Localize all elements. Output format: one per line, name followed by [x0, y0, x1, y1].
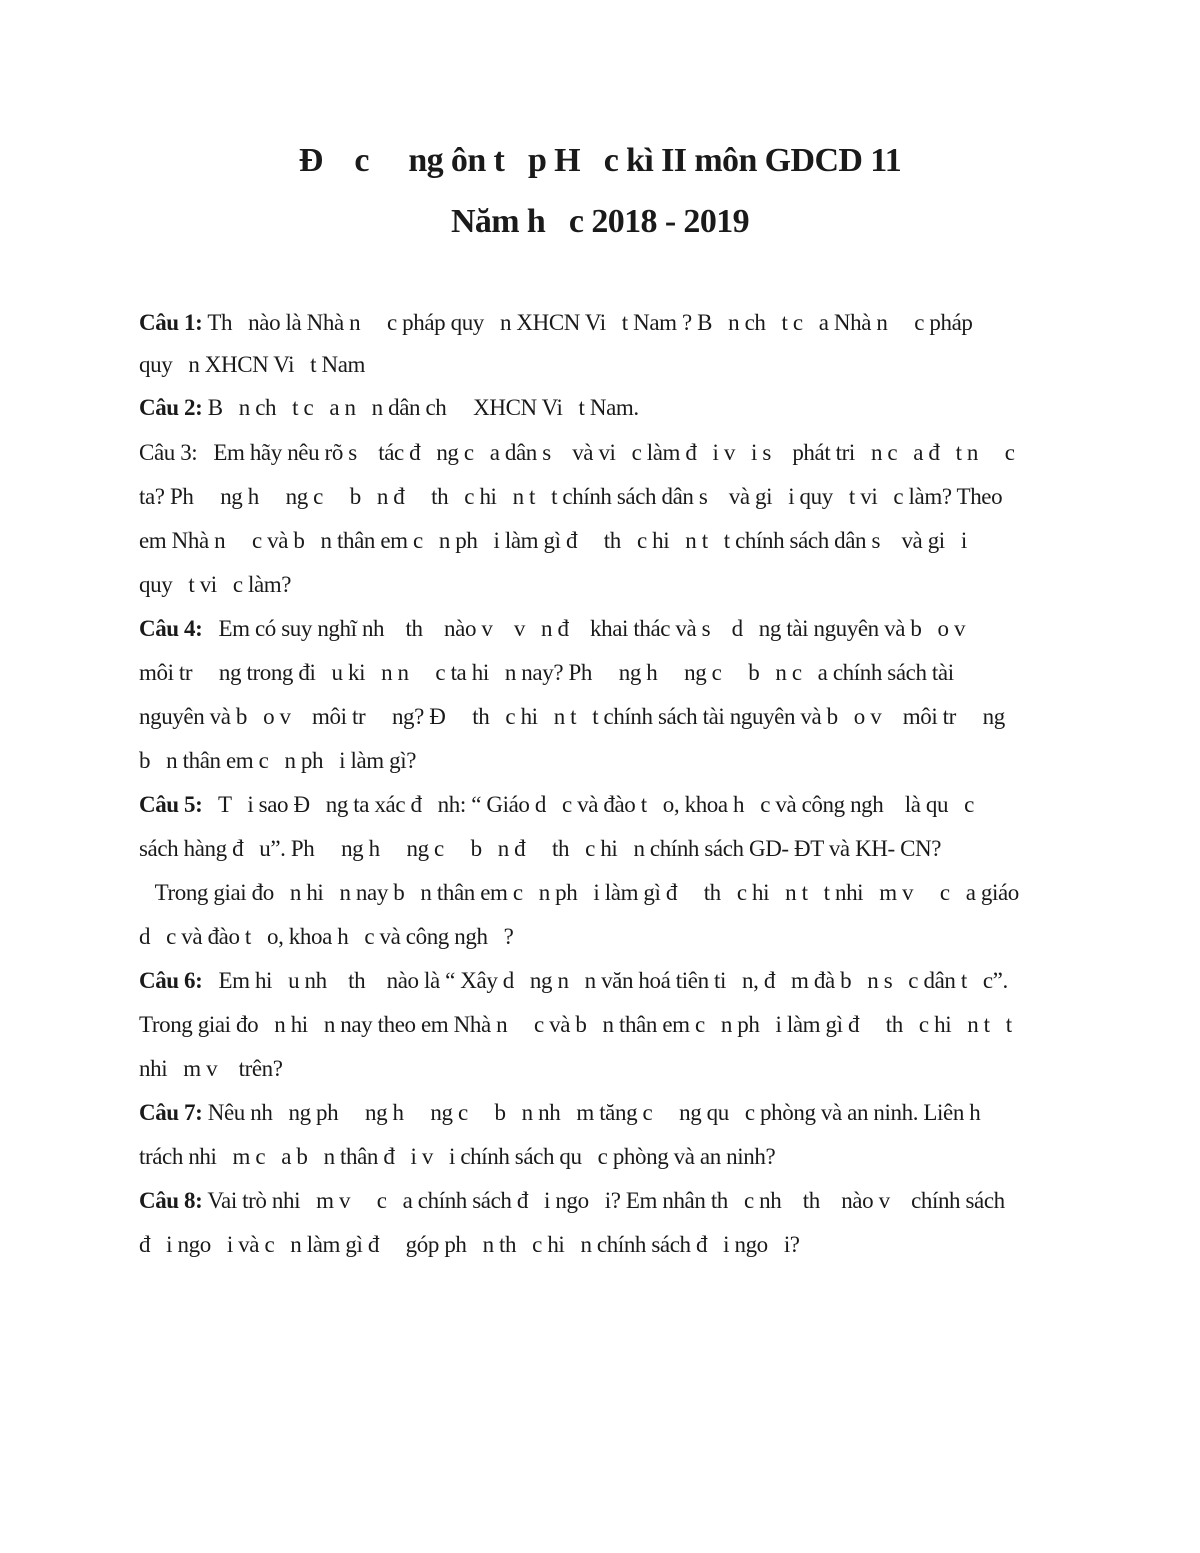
question-6-line-1	[139, 964, 1064, 998]
question-8-text: Vai trò nhi m v c a chính sách đ i ngo i? Em nhân th c nh th nào v chính sách	[202, 1188, 1005, 1213]
question-2-line-1	[139, 391, 1064, 425]
question-1-line-2: quy n XHCN Vi t Nam	[139, 352, 366, 377]
question-3-line-3: em Nhà n c và b n thân em c n ph i làm gì đ th c hi n t t chính sách dân s và gi i	[139, 528, 967, 553]
question-7-text: Nêu nh ng ph ng h ng c b n nh m tăng c ng qu c phòng và an ninh. Liên h	[202, 1100, 981, 1125]
question-1-line-1	[139, 306, 1064, 340]
question-6-line-2: Trong giai đo n hi n nay theo em Nhà n c và b n thân em c n ph i làm gì đ th c hi n t t	[139, 1012, 1012, 1037]
question-6-label: Câu 6:	[139, 968, 203, 993]
question-3-line-1	[139, 436, 1064, 470]
question-4-line-2: môi tr ng trong đi u ki n n c ta hi n nay? Ph ng h ng c b n c a chính sách tài	[139, 660, 954, 685]
question-5-line-1	[139, 788, 1064, 822]
question-4-text: Em có suy nghĩ nh th nào v v n đ khai thác và s d ng tài nguyên và b o v	[202, 616, 966, 641]
question-5-text: T i sao Đ ng ta xác đ nh: “ Giáo d c và đào t o, khoa h c và công ngh là qu c	[202, 792, 974, 817]
question-7-label: Câu 7:	[139, 1100, 203, 1125]
question-4-label: Câu 4:	[139, 616, 203, 641]
question-2-label: Câu 2:	[139, 395, 203, 420]
question-4-line-3: nguyên và b o v môi tr ng? Đ th c hi n t t chính sách tài nguyên và b o v môi tr ng	[139, 704, 1005, 729]
question-8-line-1	[139, 1184, 1064, 1218]
question-7-line-1	[139, 1096, 1064, 1130]
question-8-label: Câu 8:	[139, 1188, 203, 1213]
question-3-label: Câu 3:	[139, 440, 198, 465]
question-1-label: Câu 1:	[139, 310, 203, 335]
question-4-line-1	[139, 612, 1064, 646]
document-title: Đ c ng ôn t p H c kì II môn GDCD 11	[298, 142, 902, 179]
question-5-label: Câu 5:	[139, 792, 203, 817]
question-7-line-2: trách nhi m c a b n thân đ i v i chính sách qu c phòng và an ninh?	[139, 1144, 776, 1169]
question-5-line-3: Trong giai đo n hi n nay b n thân em c n ph i làm gì đ th c hi n t t nhi m v c a giáo	[139, 880, 1019, 905]
question-2-text: B n ch t c a n n dân ch XHCN Vi t Nam.	[202, 395, 639, 420]
question-5-line-2: sách hàng đ u”. Ph ng h ng c b n đ th c hi n chính sách GD- ĐT và KH- CN?	[139, 836, 942, 861]
question-5-line-4: d c và đào t o, khoa h c và công ngh ?	[139, 924, 514, 949]
question-4-line-4: b n thân em c n ph i làm gì?	[139, 748, 417, 773]
question-3-line-2: ta? Ph ng h ng c b n đ th c hi n t t chính sách dân s và gi i quy t vi c làm? Theo	[139, 484, 1003, 509]
question-6-line-3: nhi m v trên?	[139, 1056, 283, 1081]
document-subtitle-school-year: Năm h c 2018 - 2019	[450, 203, 750, 240]
question-8-line-2: đ i ngo i và c n làm gì đ góp ph n th c hi n chính sách đ i ngo i?	[139, 1232, 800, 1257]
question-3-text: Em hãy nêu rõ s tác đ ng c a dân s và vi c làm đ i v i s phát tri n c a đ t n c	[197, 440, 1015, 465]
question-1-text: Th nào là Nhà n c pháp quy n XHCN Vi t Nam ? B n ch t c a Nhà n c pháp	[202, 310, 973, 335]
question-6-text: Em hi u nh th nào là “ Xây d ng n n văn hoá tiên ti n, đ m đà b n s c dân t c”.	[202, 968, 1008, 993]
question-3-line-4: quy t vi c làm?	[139, 572, 292, 597]
